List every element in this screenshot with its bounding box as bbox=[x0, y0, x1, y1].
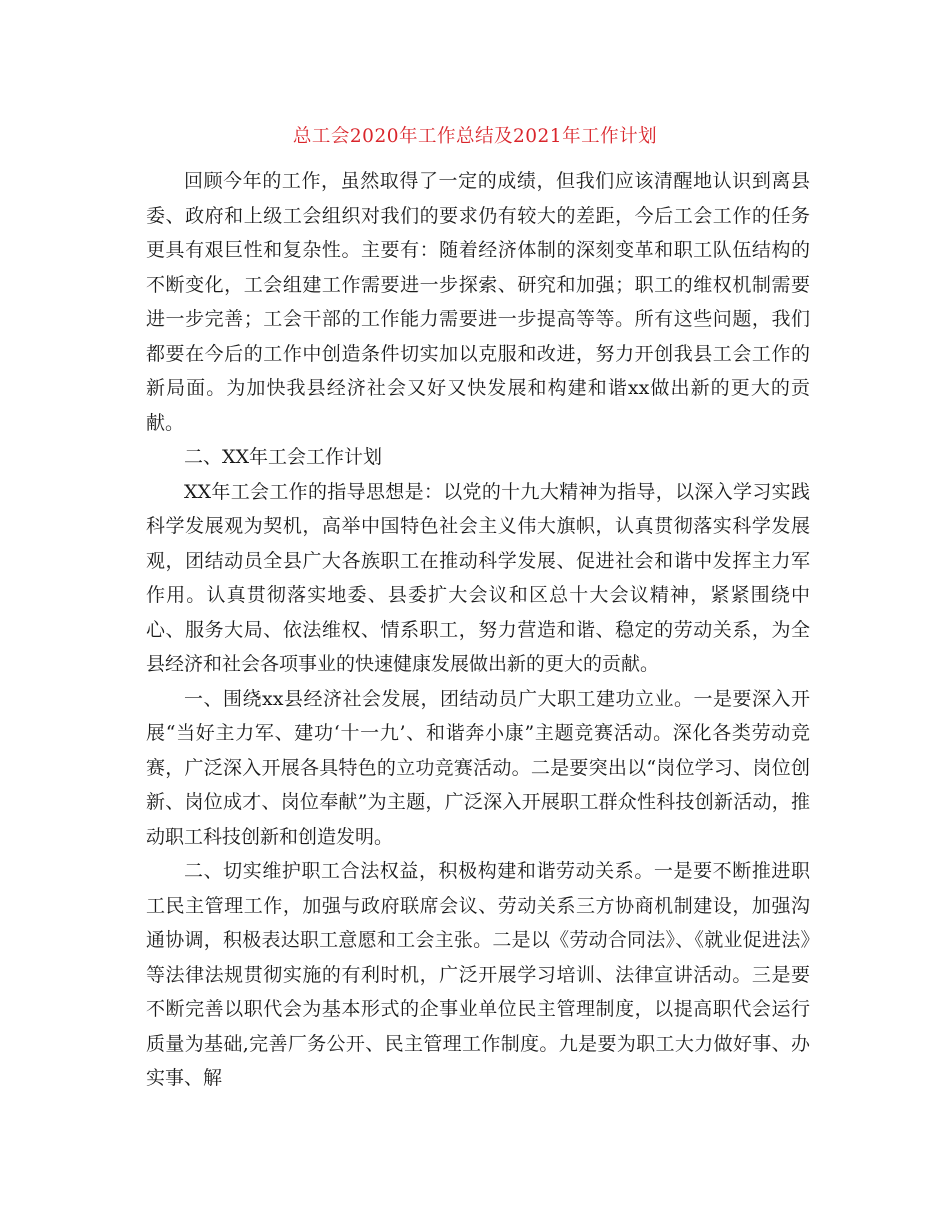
document-title: 总工会2020年工作总结及2021年工作计划 bbox=[292, 126, 658, 147]
section-heading-plan: 二、XX年工会工作计划 bbox=[184, 446, 383, 468]
paragraph-item-two: 二、切实维护职工合法权益，积极构建和谐劳动关系。一是要不断推进职工民主管理工作，加强与政府联席会议、劳动关系三方协商机制建设，加强沟通协调，积极表达职工意愿和工会主张。二是以《劳动合同法》、《就业促进法》等法律法规贯彻实施的有利时机，广泛开展学习培训、法律宣讲活动。三是要不断完善以职代会为基本形式的企事业单位民主管理制度，以提高职代会运行质量为基础,完善厂务公开、民主管理工作制度。九是要为职工大力做好事、办实事、解 bbox=[146, 860, 810, 1089]
paragraph-guiding-thought: XX年工会工作的指导思想是：以党的十九大精神为指导，以深入学习实践科学发展观为契机，高举中国特色社会主义伟大旗帜，认真贯彻落实科学发展观，团结动员全县广大各族职工在推动科学发展、促进社会和谐中发挥主力军作用。认真贯彻落实地委、县委扩大会议和区总十大会议精神，紧紧围绕中心、服务大局、依法维权、情系职工，努力营造和谐、稳定的劳动关系，为全县经济和社会各项事业的快速健康发展做出新的更大的贡献。 bbox=[146, 480, 810, 675]
document-body bbox=[146, 164, 810, 1096]
paragraph-review: 回顾今年的工作，虽然取得了一定的成绩，但我们应该清醒地认识到离县委、政府和上级工会组织对我们的要求仍有较大的差距，今后工会工作的任务更具有艰巨性和复杂性。主要有：随着经济体制的深刻变革和职工队伍结构的不断变化，工会组建工作需要进一步探索、研究和加强；职工的维权机制需要进一步完善；工会干部的工作能力需要进一步提高等等。所有这些问题，我们都要在今后的工作中创造条件切实加以克服和改进，努力开创我县工会工作的新局面。为加快我县经济社会又好又快发展和构建和谐xx做出新的更大的贡献。 bbox=[146, 170, 810, 434]
paragraph-item-one: 一、围绕xx县经济社会发展，团结动员广大职工建功立业。一是要深入开展“当好主力军、建功‘十一九’、和谐奔小康”主题竞赛活动。深化各类劳动竞赛，广泛深入开展各具特色的立功竞赛活动。二是要突出以“岗位学习、岗位创新、岗位成才、岗位奉献”为主题，广泛深入开展职工群众性科技创新活动，推动职工科技创新和创造发明。 bbox=[146, 687, 810, 848]
